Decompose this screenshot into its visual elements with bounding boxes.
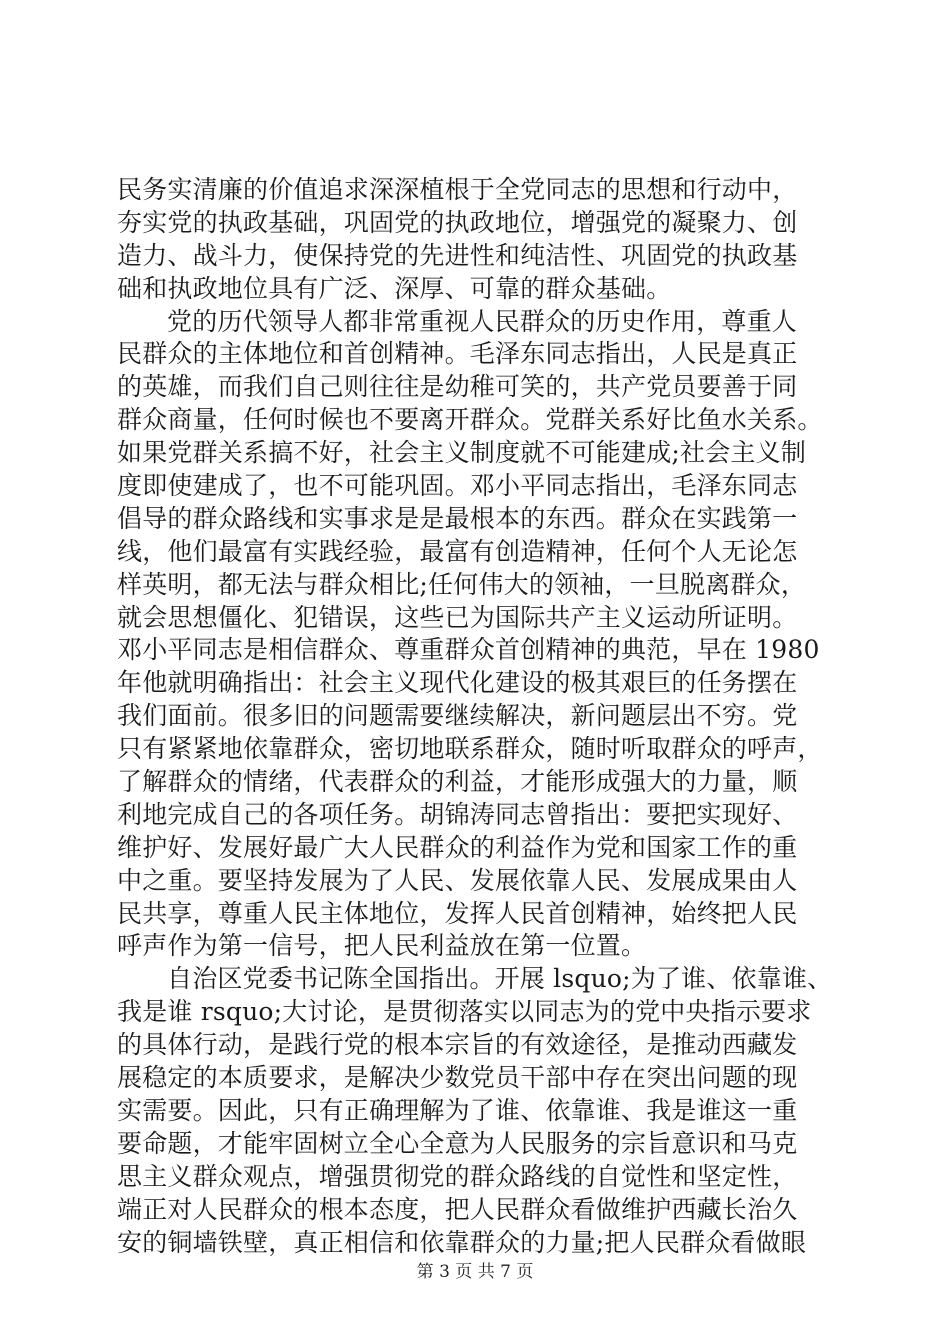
paragraph <box>117 174 833 306</box>
text-line: 邓小平同志是相信群众、尊重群众首创精神的典范，早在 1980 <box>117 635 820 665</box>
text-line: 民共享，尊重人民主体地位，发挥人民首创精神，始终把人民 <box>117 898 798 928</box>
text-line: 呼声作为第一信号，把人民利益放在第一位置。 <box>117 931 647 961</box>
text-line: 民群众的主体地位和首创精神。毛泽东同志指出，人民是真正 <box>117 339 798 369</box>
text-line: 自治区党委书记陈全国指出。开展 lsquo;为了谁、依靠谁、 <box>167 964 833 994</box>
text-line: 要命题，才能牢固树立全心全意为人民服务的宗旨意识和马克 <box>117 1128 798 1158</box>
text-line: 党的历代领导人都非常重视人民群众的历史作用，尊重人 <box>167 306 798 336</box>
text-line: 度即使建成了，也不可能巩固。邓小平同志指出，毛泽东同志 <box>117 471 798 501</box>
text-line: 了解群众的情绪，代表群众的利益，才能形成强大的力量，顺 <box>117 767 798 797</box>
text-line: 的具体行动，是践行党的根本宗旨的有效途径，是推动西藏发 <box>117 1030 798 1060</box>
text-line: 样英明，都无法与群众相比;任何伟大的领袖，一旦脱离群众， <box>117 569 807 599</box>
text-line: 利地完成自己的各项任务。胡锦涛同志曾指出：要把实现好、 <box>117 799 798 829</box>
text-line: 如果党群关系搞不好，社会主义制度就不可能建成;社会主义制 <box>117 438 807 468</box>
text-line: 就会思想僵化、犯错误，这些已为国际共产主义运动所证明。 <box>117 602 798 632</box>
text-line: 维护好、发展好最广大人民群众的利益作为党和国家工作的重 <box>117 832 798 862</box>
text-line: 只有紧紧地依靠群众，密切地联系群众，随时听取群众的呼声， <box>117 734 823 764</box>
text-line: 倡导的群众路线和实事求是是最根本的东西。群众在实践第一 <box>117 503 798 533</box>
text-line: 我们面前。很多旧的问题需要继续解决，新问题层出不穷。党 <box>117 701 798 731</box>
text-line: 夯实党的执政基础，巩固党的执政地位，增强党的凝聚力、创 <box>117 207 798 237</box>
page-number-footer: 第 3 页 共 7 页 <box>416 1262 534 1282</box>
text-line: 实需要。因此，只有正确理解为了谁、依靠谁、我是谁这一重 <box>117 1095 798 1125</box>
text-line: 思主义群众观点，增强贯彻党的群众路线的自觉性和坚定性， <box>117 1161 798 1191</box>
text-line: 的英雄，而我们自己则往往是幼稚可笑的，共产党员要善于同 <box>117 372 798 402</box>
text-line: 安的铜墙铁壁，真正相信和依靠群众的力量;把人民群众看做眼 <box>117 1227 807 1257</box>
text-line: 端正对人民群众的根本态度，把人民群众看做维护西藏长治久 <box>117 1194 798 1224</box>
text-line: 我是谁 rsquo;大讨论，是贯彻落实以同志为的党中央指示要求 <box>117 997 812 1027</box>
text-line: 群众商量，任何时候也不要离开群众。党群关系好比鱼水关系。 <box>117 405 823 435</box>
text-line: 民务实清廉的价值追求深深植根于全党同志的思想和行动中， <box>117 175 798 204</box>
body-text <box>117 174 833 1259</box>
paragraph <box>117 963 833 1259</box>
text-line: 线，他们最富有实践经验，最富有创造精神，任何个人无论怎 <box>117 536 798 566</box>
text-line: 中之重。要坚持发展为了人民、发展依靠人民、发展成果由人 <box>117 865 798 895</box>
text-line: 年他就明确指出：社会主义现代化建设的极其艰巨的任务摆在 <box>117 668 798 698</box>
text-line: 础和执政地位具有广泛、深厚、可靠的群众基础。 <box>117 273 672 303</box>
text-line: 造力、战斗力，使保持党的先进性和纯洁性、巩固党的执政基 <box>117 240 798 270</box>
text-line: 展稳定的本质要求，是解决少数党员干部中存在突出问题的现 <box>117 1063 798 1093</box>
paragraph <box>117 306 833 964</box>
